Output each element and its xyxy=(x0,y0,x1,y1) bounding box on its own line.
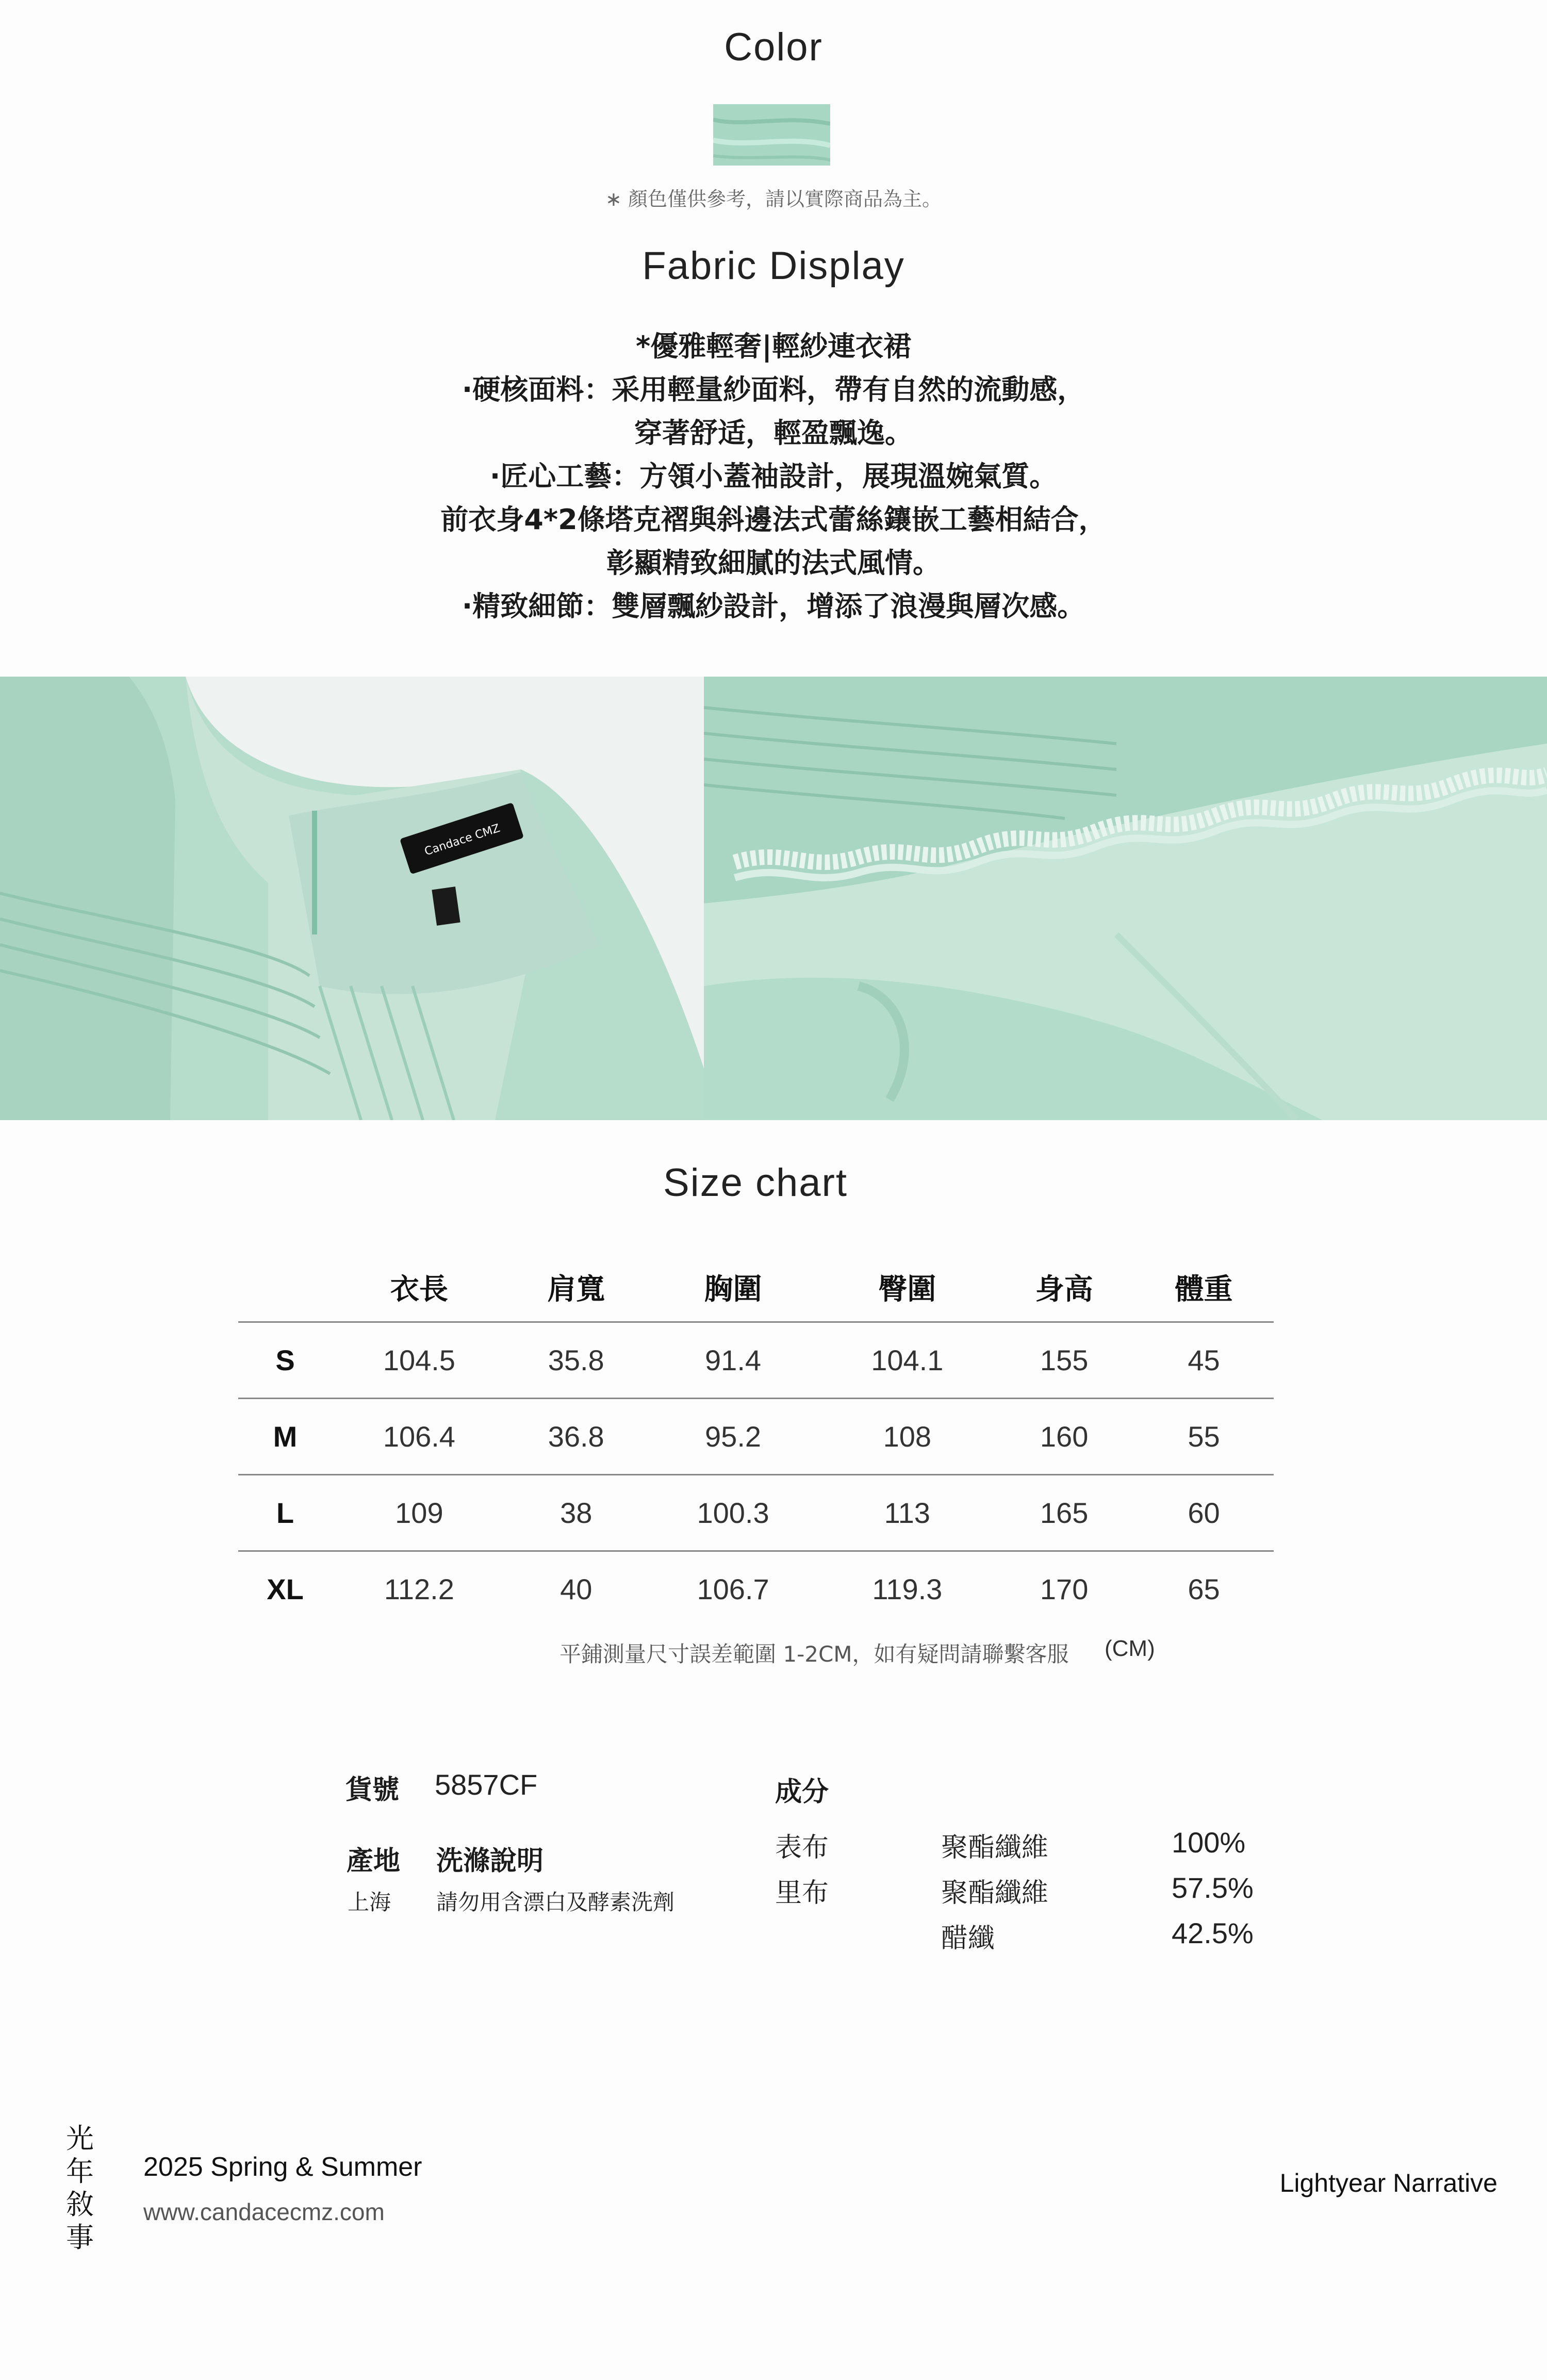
item-no-value: 5857CF xyxy=(435,1768,538,1801)
table-cell: 40 xyxy=(560,1573,593,1605)
composition-material: 聚酯纖維 xyxy=(941,1878,1049,1909)
brand-char: 事 xyxy=(66,2221,94,2254)
size-chart-table xyxy=(238,1253,1274,1627)
table-row xyxy=(238,1475,1274,1551)
composition-material: 醋纖 xyxy=(941,1923,995,1954)
table-row xyxy=(238,1551,1274,1627)
composition-label: 成分 xyxy=(775,1777,829,1808)
size-chart-note: 平鋪測量尺寸誤差範圍 1-2CM，如有疑問請聯繫客服 xyxy=(559,1642,1069,1667)
table-cell: 165 xyxy=(1040,1497,1089,1529)
lace-detail-photo xyxy=(704,677,1547,1120)
table-cell: 113 xyxy=(884,1497,930,1529)
header-length: 衣長 xyxy=(390,1273,448,1306)
table-cell: 109 xyxy=(395,1497,443,1529)
table-cell: 60 xyxy=(1188,1497,1220,1529)
table-cell: 45 xyxy=(1188,1344,1220,1376)
table-cell: 104.5 xyxy=(383,1344,455,1376)
table-cell: 106.7 xyxy=(697,1573,769,1605)
composition-material: 聚酯纖維 xyxy=(941,1832,1049,1863)
size-label: S xyxy=(275,1344,295,1376)
wash-label: 洗滌說明 xyxy=(436,1846,544,1877)
table-cell: 104.1 xyxy=(871,1344,944,1376)
origin-value: 上海 xyxy=(348,1890,391,1915)
fabric-line: 前衣身4*2條塔克褶與斜邊法式蕾絲鑲嵌工藝相結合， xyxy=(440,503,1107,536)
composition-part: 里布 xyxy=(775,1878,829,1909)
size-header-empty xyxy=(238,1253,332,1322)
size-chart-header-row xyxy=(238,1253,1274,1322)
size-label: M xyxy=(273,1420,298,1453)
neckline-detail-photo xyxy=(0,677,704,1120)
fabric-description xyxy=(0,325,1547,628)
header-weight: 體重 xyxy=(1175,1273,1233,1306)
fabric-line: ·匠心工藝：方領小蓋袖設計，展現溫婉氣質。 xyxy=(489,460,1058,493)
fabric-line: 彰顯精致細膩的法式風情。 xyxy=(606,547,941,579)
table-cell: 106.4 xyxy=(383,1420,455,1453)
brand-char: 光 xyxy=(66,2122,94,2155)
wash-value: 請勿用含漂白及酵素洗劑 xyxy=(436,1890,675,1915)
table-cell: 38 xyxy=(560,1497,593,1529)
size-label: XL xyxy=(267,1573,304,1605)
color-swatch[interactable] xyxy=(713,104,830,166)
brand-label-text: Candace CMZ xyxy=(423,822,502,859)
brand-char: 敘 xyxy=(66,2188,94,2221)
table-cell: 170 xyxy=(1040,1573,1089,1605)
fabric-line: ·精致細節：雙層飄紗設計，增添了浪漫與層次感。 xyxy=(462,590,1085,622)
table-cell: 112.2 xyxy=(384,1573,454,1605)
table-cell: 36.8 xyxy=(548,1420,604,1453)
table-cell: 91.4 xyxy=(705,1344,762,1376)
color-note: ∗ 顏色僅供參考，請以實際商品為主。 xyxy=(605,188,942,210)
website-link[interactable]: www.candacecmz.com xyxy=(143,2198,385,2225)
table-cell: 155 xyxy=(1040,1344,1089,1376)
table-cell: 100.3 xyxy=(697,1497,769,1529)
table-cell: 95.2 xyxy=(705,1420,762,1453)
fabric-line: ·硬核面料：采用輕量紗面料，帶有自然的流動感， xyxy=(462,373,1085,406)
fabric-title: Fabric Display xyxy=(642,244,905,288)
item-no-label: 貨號 xyxy=(345,1775,400,1805)
color-title: Color xyxy=(724,25,823,69)
table-cell: 108 xyxy=(883,1420,932,1453)
origin-label: 產地 xyxy=(347,1846,401,1877)
table-cell: 119.3 xyxy=(872,1573,943,1605)
fabric-line: 穿著舒适，輕盈飄逸。 xyxy=(634,417,913,449)
size-chart-unit: (CM) xyxy=(1105,1636,1155,1661)
season-text: 2025 Spring & Summer xyxy=(143,2152,422,2182)
composition-part: 表布 xyxy=(775,1832,829,1863)
size-label: L xyxy=(276,1497,294,1529)
table-cell: 35.8 xyxy=(548,1344,604,1376)
header-height: 身高 xyxy=(1035,1273,1093,1306)
fabric-line: *優雅輕奢|輕紗連衣裙 xyxy=(636,330,911,363)
vertical-brand-name xyxy=(64,2122,95,2254)
table-cell: 55 xyxy=(1188,1420,1220,1453)
size-chart-title: Size chart xyxy=(663,1161,848,1205)
composition-percent: 42.5% xyxy=(1172,1917,1254,1949)
brand-char: 年 xyxy=(66,2155,94,2188)
header-bust: 胸圍 xyxy=(704,1273,762,1306)
table-cell: 160 xyxy=(1040,1420,1089,1453)
header-hip: 臀圍 xyxy=(878,1273,936,1306)
table-row xyxy=(238,1322,1274,1399)
table-row xyxy=(238,1399,1274,1475)
table-cell: 65 xyxy=(1188,1573,1220,1605)
composition-percent: 100% xyxy=(1172,1826,1246,1859)
tagline-text: Lightyear Narrative xyxy=(1279,2169,1497,2197)
header-shoulder: 肩寬 xyxy=(547,1273,605,1306)
composition-percent: 57.5% xyxy=(1172,1872,1254,1904)
